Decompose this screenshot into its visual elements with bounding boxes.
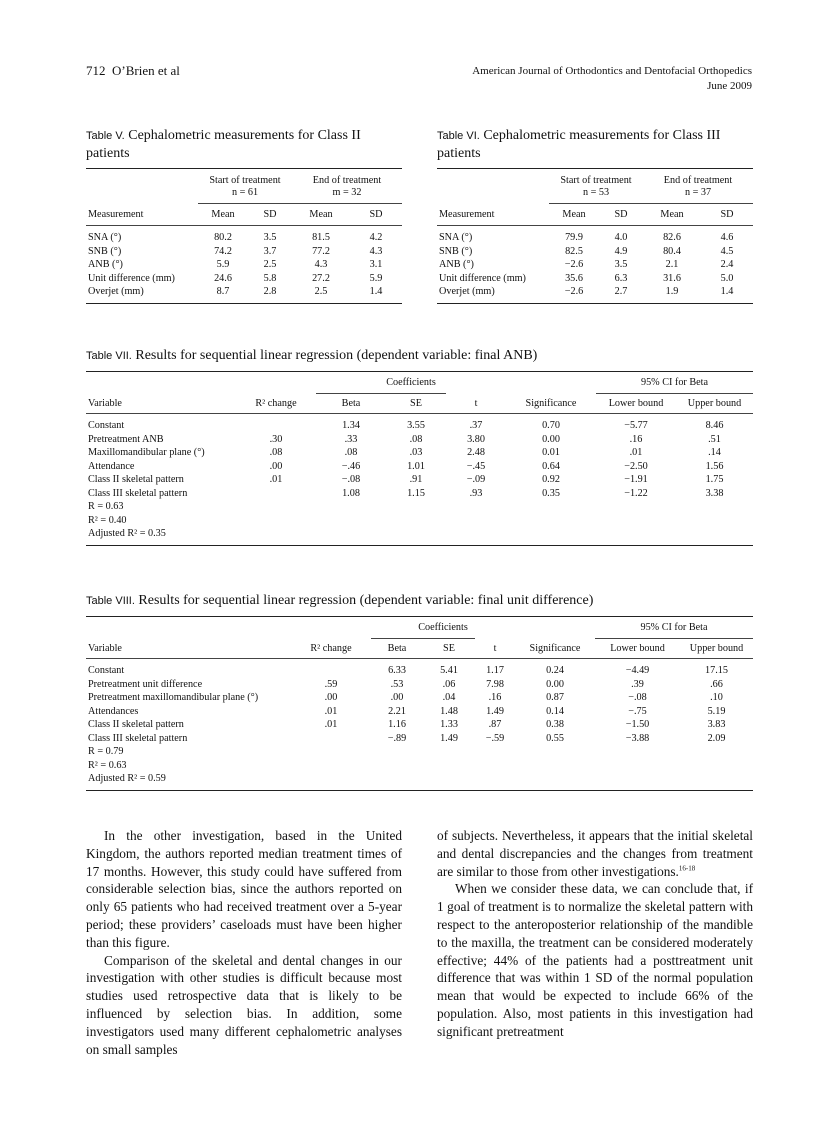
group-header: 95% CI for Beta bbox=[640, 622, 708, 633]
group-header: End of treatment m = 32 bbox=[312, 175, 382, 198]
table-label: Table VI. bbox=[437, 130, 480, 142]
table-cell: 1.15 bbox=[407, 487, 425, 499]
column-header: SD bbox=[369, 209, 383, 220]
table-cell: 3.80 bbox=[467, 433, 485, 445]
row-label: Class II skeletal pattern bbox=[88, 719, 184, 730]
table-cell: 4.3 bbox=[314, 259, 328, 270]
table-cell: .39 bbox=[631, 678, 644, 690]
table-cell: 0.38 bbox=[546, 719, 564, 730]
table-row bbox=[86, 285, 402, 299]
table-cell: .01 bbox=[269, 474, 283, 485]
row-label: Constant bbox=[88, 420, 125, 431]
table-cell: .08 bbox=[344, 447, 358, 458]
column-header: SD bbox=[720, 209, 734, 220]
table-cell: 27.2 bbox=[312, 272, 330, 284]
table-cell: 2.1 bbox=[665, 259, 679, 270]
table-cell: −2.6 bbox=[564, 259, 584, 270]
column-header: Mean bbox=[211, 209, 235, 220]
table-cell: 0.35 bbox=[542, 487, 560, 499]
table-cell: 4.5 bbox=[720, 245, 734, 257]
table-cell: 2.5 bbox=[314, 286, 328, 297]
table-cell: 3.83 bbox=[707, 719, 726, 730]
column-header: Mean bbox=[660, 209, 684, 220]
table-label: Table V. bbox=[86, 130, 125, 142]
table-cell: 0.24 bbox=[546, 665, 564, 676]
group-header: 95% CI for Beta bbox=[640, 377, 709, 388]
table-cell: 1.16 bbox=[388, 719, 406, 730]
table-cell: 5.9 bbox=[216, 259, 230, 270]
table-cell: 4.2 bbox=[369, 232, 383, 243]
table-cell: .87 bbox=[488, 719, 502, 730]
running-header-left bbox=[86, 63, 180, 79]
column-header: Significance bbox=[529, 642, 581, 654]
table-cell: 7.98 bbox=[486, 678, 504, 690]
table-row bbox=[437, 245, 753, 259]
column-header: Measurement bbox=[88, 208, 144, 220]
table-cell: .33 bbox=[344, 433, 358, 445]
row-label: Attendance bbox=[88, 460, 135, 472]
table-cell: 5.19 bbox=[707, 705, 726, 717]
group-header: End of treatment n = 37 bbox=[663, 175, 733, 198]
column-header: Mean bbox=[309, 209, 333, 220]
column-header: Significance bbox=[525, 397, 577, 409]
table-row bbox=[86, 678, 753, 692]
table-cell: 0.55 bbox=[546, 732, 564, 744]
table-cell: 2.48 bbox=[467, 447, 485, 458]
table-cell: −.59 bbox=[485, 732, 505, 744]
table-cell: −4.49 bbox=[625, 665, 650, 676]
table-v bbox=[86, 127, 402, 304]
table-cell: 3.1 bbox=[369, 259, 383, 270]
column-header: Upper bound bbox=[689, 643, 744, 654]
table-cell: −.75 bbox=[628, 705, 647, 717]
row-label: SNA (°) bbox=[439, 232, 473, 243]
table-cell bbox=[236, 419, 316, 433]
table-title: Results for sequential linear regression (dependent variable: final ANB) bbox=[135, 348, 538, 363]
author-names: O’Brien et al bbox=[112, 63, 180, 78]
table-cell: 0.00 bbox=[542, 433, 560, 445]
table-cell: −3.88 bbox=[625, 732, 650, 744]
table-cell: 1.49 bbox=[440, 732, 458, 744]
table-v-caption bbox=[86, 127, 402, 162]
column-header: Measurement bbox=[439, 208, 495, 220]
row-label: Pretreatment ANB bbox=[88, 433, 164, 445]
table-cell: 74.2 bbox=[214, 245, 232, 257]
table-cell: 2.8 bbox=[263, 286, 277, 297]
table-row bbox=[86, 433, 753, 447]
table-cell: 79.9 bbox=[565, 232, 583, 243]
column-header: Mean bbox=[562, 209, 586, 220]
table-title: Cephalometric measurements for Class III patients bbox=[437, 128, 721, 161]
model-statistic: R² = 0.40 bbox=[88, 514, 127, 526]
table-cell: 5.0 bbox=[720, 272, 734, 284]
table-cell: 1.56 bbox=[705, 460, 724, 472]
row-label: Maxillomandibular plane (°) bbox=[88, 447, 205, 458]
table-cell: 0.70 bbox=[542, 420, 560, 431]
table-cell: 2.09 bbox=[707, 732, 726, 744]
table-cell: .16 bbox=[488, 692, 502, 703]
table-cell bbox=[291, 664, 371, 678]
row-label: Attendances bbox=[88, 705, 139, 717]
journal-name: American Journal of Orthodontics and Dentofacial Orthopedics bbox=[472, 65, 752, 77]
table-cell: 3.5 bbox=[614, 259, 628, 270]
table-cell: 0.92 bbox=[542, 474, 560, 485]
table-cell: .00 bbox=[269, 460, 283, 472]
table-cell: .59 bbox=[324, 678, 338, 690]
citation-ref: 16-18 bbox=[678, 864, 696, 873]
table-label: Table VII. bbox=[86, 350, 132, 362]
table-cell: −1.50 bbox=[625, 719, 650, 730]
row-label: Overjet (mm) bbox=[439, 286, 495, 297]
model-statistic: Adjusted R² = 0.59 bbox=[88, 773, 166, 784]
model-statistic: R = 0.63 bbox=[88, 501, 124, 512]
table-row bbox=[86, 664, 753, 678]
table-row bbox=[86, 231, 402, 245]
table-cell: 17.15 bbox=[705, 665, 728, 676]
table-cell: −1.22 bbox=[624, 487, 648, 499]
table-cell: 6.33 bbox=[388, 665, 406, 676]
table-cell: 5.8 bbox=[263, 272, 277, 284]
table-cell: 5.9 bbox=[369, 272, 383, 284]
table-cell: −.09 bbox=[466, 474, 486, 485]
table-cell: 1.4 bbox=[720, 286, 734, 297]
table-row bbox=[86, 272, 402, 286]
table-cell: −.08 bbox=[628, 692, 647, 703]
table-cell: 3.55 bbox=[407, 420, 425, 431]
table-cell: 4.0 bbox=[614, 232, 628, 243]
table-cell: 2.5 bbox=[263, 259, 277, 270]
paragraph: When we consider these data, we can conclude that, if 1 goal of treatment is to normalize the skeletal pattern with respect to the anteroposterior relationship of the mandible to the maxilla, the treatment can be considered moderately effective; 44% of the patients had a posttreatment unit difference that was within 1 SD of the normal population mean that would be expected to include 66% of the population. Also, most patients in this investigation had significant pretreatment bbox=[437, 881, 753, 1039]
table-cell: 0.14 bbox=[546, 705, 564, 717]
column-header: t bbox=[474, 397, 478, 409]
table-cell: .01 bbox=[324, 719, 338, 730]
table-cell: .01 bbox=[629, 447, 643, 458]
table-cell: .66 bbox=[710, 678, 723, 690]
table-cell: 1.48 bbox=[440, 705, 458, 717]
column-header: R² change bbox=[255, 397, 297, 409]
table-cell: .08 bbox=[409, 433, 423, 445]
table-row bbox=[86, 245, 402, 259]
table-cell: 4.3 bbox=[369, 245, 383, 257]
model-statistic: R = 0.79 bbox=[88, 746, 124, 757]
table-cell: .53 bbox=[390, 678, 404, 690]
table-cell: 1.75 bbox=[705, 474, 724, 485]
table-cell: 1.34 bbox=[342, 420, 360, 431]
table-viii bbox=[86, 592, 753, 791]
table-cell: .08 bbox=[269, 447, 283, 458]
table-cell: .91 bbox=[409, 474, 423, 485]
row-label: SNB (°) bbox=[88, 245, 122, 257]
table-row bbox=[86, 258, 402, 272]
table-cell: .93 bbox=[469, 487, 483, 499]
table-row bbox=[86, 732, 753, 746]
table-cell: 0.64 bbox=[542, 460, 560, 472]
table-cell: 80.2 bbox=[214, 232, 232, 243]
table-cell: 8.7 bbox=[216, 286, 230, 297]
column-header: R² change bbox=[310, 642, 352, 654]
row-label: Class II skeletal pattern bbox=[88, 474, 184, 485]
table-cell: −.08 bbox=[341, 474, 361, 485]
table-cell: 31.6 bbox=[663, 272, 681, 284]
table-cell: 80.4 bbox=[663, 245, 681, 257]
table-cell: 2.7 bbox=[614, 286, 628, 297]
model-statistic: R² = 0.63 bbox=[88, 759, 127, 771]
table-cell: 35.6 bbox=[565, 272, 583, 284]
table-row bbox=[86, 473, 753, 487]
running-header-right bbox=[472, 64, 752, 94]
table-cell: 0.01 bbox=[542, 447, 560, 458]
table-v-grid bbox=[86, 168, 402, 304]
table-vii-grid bbox=[86, 371, 753, 546]
row-label: Class III skeletal pattern bbox=[88, 732, 188, 744]
table-row bbox=[437, 285, 753, 299]
column-header: SE bbox=[443, 643, 455, 654]
table-cell: 1.01 bbox=[407, 460, 425, 472]
table-cell: 8.46 bbox=[705, 420, 724, 431]
table-vii-caption bbox=[86, 347, 753, 365]
table-cell: .51 bbox=[708, 433, 721, 445]
column-header: Lower bound bbox=[608, 398, 664, 409]
table-cell: −1.91 bbox=[624, 474, 648, 485]
table-cell: .16 bbox=[629, 433, 643, 445]
column-header: Lower bound bbox=[610, 643, 665, 654]
table-cell: −.46 bbox=[341, 460, 361, 472]
paragraph: of subjects. Nevertheless, it appears that the initial skeletal and dental discrepancies and the changes from treatment are similar to those from other investigations.$^{16-18}$ bbox=[437, 828, 753, 879]
table-cell: 1.33 bbox=[440, 719, 458, 730]
group-header: Start of treatment n = 53 bbox=[560, 175, 632, 198]
table-cell: .10 bbox=[710, 692, 723, 703]
column-header: t bbox=[493, 642, 497, 654]
column-header: SE bbox=[410, 398, 422, 409]
table-cell: 3.7 bbox=[263, 245, 277, 257]
table-cell: 3.38 bbox=[705, 487, 724, 499]
table-row bbox=[86, 705, 753, 719]
table-row bbox=[437, 272, 753, 286]
table-cell: .37 bbox=[469, 420, 483, 431]
row-label: Constant bbox=[88, 665, 125, 676]
table-cell: 5.41 bbox=[440, 665, 458, 676]
paragraph: Comparison of the skeletal and dental changes in our investigation with other studies is difficult because most studies used retrospective data that is likely to be influenced by selection bias. In addition, some investigators used many different cephalometric analyses on small samples bbox=[86, 952, 402, 1057]
table-cell: .14 bbox=[708, 447, 721, 458]
table-cell: 82.5 bbox=[565, 245, 583, 257]
table-cell: 1.49 bbox=[486, 705, 504, 717]
table-cell: 1.17 bbox=[486, 665, 504, 676]
table-cell: 3.5 bbox=[263, 232, 277, 243]
table-cell: 6.3 bbox=[614, 272, 628, 284]
column-header: Variable bbox=[88, 642, 122, 654]
row-label: ANB (°) bbox=[88, 259, 123, 270]
column-header: Upper bound bbox=[687, 398, 742, 409]
column-header: SD bbox=[614, 209, 628, 220]
table-row bbox=[86, 460, 753, 474]
table-cell: 4.6 bbox=[720, 232, 734, 243]
table-viii-caption bbox=[86, 592, 753, 610]
row-label: Overjet (mm) bbox=[88, 286, 144, 297]
table-cell: .04 bbox=[442, 692, 456, 703]
table-cell: .01 bbox=[324, 705, 338, 717]
row-label: SNA (°) bbox=[88, 232, 122, 243]
paragraph: In the other investigation, based in the United Kingdom, the authors reported median treatment times of 17 months. However, this study could have suffered from considerable selection bias, since the authors reported on only 65 patients who had received treatment over a 5-year period; these providers’ caseloads must have been higher than this figure. bbox=[86, 828, 402, 950]
body-column-right bbox=[437, 827, 753, 1041]
table-row bbox=[86, 487, 753, 501]
table-cell: .00 bbox=[390, 692, 404, 703]
row-label: Pretreatment maxillomandibular plane (°) bbox=[88, 692, 259, 703]
table-cell: −2.50 bbox=[624, 460, 648, 472]
table-vii bbox=[86, 347, 753, 546]
table-cell: .00 bbox=[324, 692, 338, 703]
row-label: Unit difference (mm) bbox=[88, 272, 175, 284]
table-cell: 0.87 bbox=[546, 692, 564, 703]
group-header: Coefficients bbox=[418, 622, 468, 633]
page-number: 712 bbox=[86, 63, 106, 78]
table-cell: 4.9 bbox=[614, 245, 628, 257]
table-cell: −2.6 bbox=[564, 286, 584, 297]
table-vi-grid bbox=[437, 168, 753, 304]
table-cell: .03 bbox=[409, 447, 423, 458]
column-header: Beta bbox=[387, 643, 407, 654]
table-vi-caption bbox=[437, 127, 753, 162]
issue-date: June 2009 bbox=[707, 80, 752, 92]
table-cell: .06 bbox=[442, 678, 456, 690]
group-header: Coefficients bbox=[386, 377, 436, 388]
column-header: Variable bbox=[88, 397, 122, 409]
table-cell: −.45 bbox=[466, 460, 486, 472]
row-label: Class III skeletal pattern bbox=[88, 487, 188, 499]
table-cell bbox=[291, 732, 371, 746]
table-cell: 1.9 bbox=[665, 286, 679, 297]
body-column-left bbox=[86, 827, 402, 1058]
model-statistic: Adjusted R² = 0.35 bbox=[88, 528, 166, 539]
table-cell: .30 bbox=[269, 433, 283, 445]
table-cell: 1.08 bbox=[342, 487, 360, 499]
column-header: SD bbox=[263, 209, 277, 220]
table-row bbox=[437, 258, 753, 272]
row-label: Pretreatment unit difference bbox=[88, 678, 203, 690]
table-row bbox=[86, 718, 753, 732]
table-cell: 2.4 bbox=[720, 259, 734, 270]
row-label: SNB (°) bbox=[439, 245, 473, 257]
table-cell: 1.4 bbox=[369, 286, 383, 297]
table-cell: 82.6 bbox=[663, 232, 681, 243]
table-cell: 77.2 bbox=[312, 245, 330, 257]
row-label: Unit difference (mm) bbox=[439, 272, 526, 284]
table-viii-grid bbox=[86, 616, 753, 791]
group-header: Start of treatment n = 61 bbox=[209, 175, 281, 198]
table-row bbox=[86, 446, 753, 460]
column-header: Beta bbox=[341, 398, 361, 409]
table-cell: 81.5 bbox=[312, 232, 330, 243]
table-row bbox=[86, 419, 753, 433]
table-cell: 2.21 bbox=[388, 705, 406, 717]
table-vi bbox=[437, 127, 753, 304]
table-cell: 0.00 bbox=[546, 678, 564, 690]
table-row bbox=[86, 691, 753, 705]
table-row bbox=[437, 231, 753, 245]
table-title: Cephalometric measurements for Class II patients bbox=[86, 128, 361, 161]
table-title: Results for sequential linear regression (dependent variable: final unit difference) bbox=[138, 593, 594, 608]
table-cell bbox=[236, 487, 316, 501]
table-cell: −5.77 bbox=[624, 420, 648, 431]
table-cell: −.89 bbox=[387, 732, 407, 744]
table-cell: 24.6 bbox=[214, 272, 232, 284]
table-label: Table VIII. bbox=[86, 595, 135, 607]
row-label: ANB (°) bbox=[439, 259, 474, 270]
